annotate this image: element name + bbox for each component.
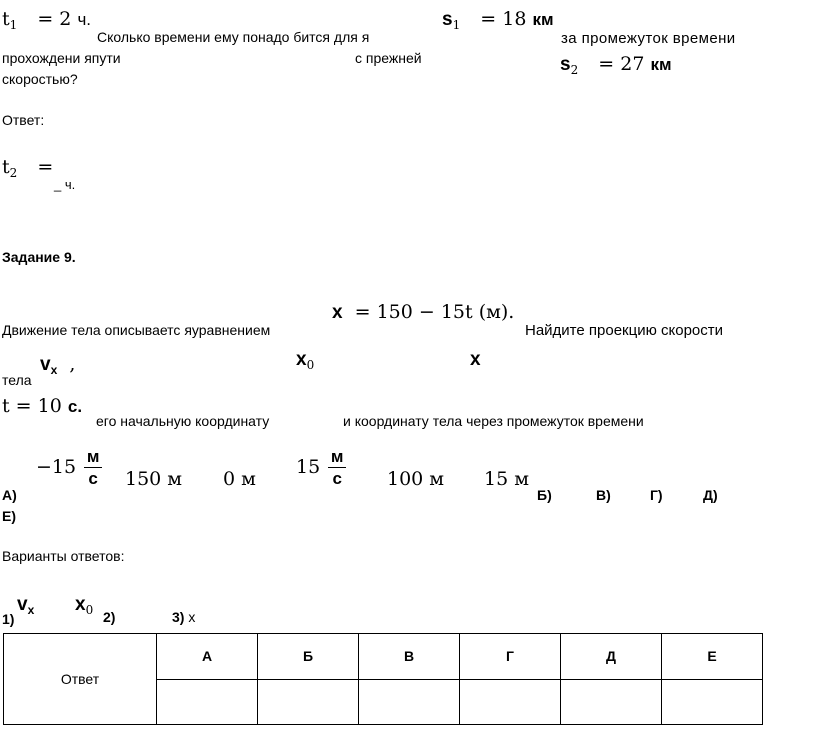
variant-1-x0: $x_0$: [75, 594, 94, 617]
col-header-d: Д: [561, 634, 662, 680]
s1-formula: $s_1 = 18$ км: [442, 8, 554, 32]
variant-1: 1): [2, 611, 15, 627]
answer-cell-e[interactable]: [662, 679, 763, 725]
t1-formula: $t_1 = 2$ ч.: [2, 8, 92, 32]
t2-formula: $t_2$ =: [2, 156, 54, 180]
answer-table: [3, 633, 763, 725]
x0-symbol: $x_0$: [296, 349, 315, 372]
answer-cell-a[interactable]: [157, 679, 258, 725]
task9-heading: Задание 9.: [2, 249, 76, 265]
col-header-a: А: [157, 634, 258, 680]
answer-cell-g[interactable]: [460, 679, 561, 725]
option-3: 0 м: [223, 468, 256, 490]
label-d: Д): [703, 487, 718, 503]
x-symbol: x: [470, 349, 481, 370]
option-1: −15 $\frac{м}{с}$: [36, 448, 102, 487]
variant-2: 2): [103, 609, 116, 625]
label-a: А): [2, 487, 17, 503]
answer-cell-b[interactable]: [258, 679, 359, 725]
answer-row-label: Ответ: [4, 634, 157, 725]
option-4: 15 $\frac{м}{с}$: [296, 448, 346, 487]
interval-text: за промежуток времени: [561, 30, 736, 47]
label-g: Г): [650, 487, 663, 503]
vx-symbol: $v_x$ ,: [40, 353, 76, 377]
find-text: Найдите проекцию скорости: [525, 322, 724, 339]
question-line2: прохождени япути: [2, 50, 121, 66]
answer-label: Ответ:: [2, 112, 45, 128]
col-header-e: Е: [662, 634, 763, 680]
coord-text2: и координату тела через промежуток времени: [343, 413, 644, 429]
question-line1: Сколько времени ему понадо бится для я: [97, 29, 370, 45]
col-header-b: Б: [258, 634, 359, 680]
body-text: тела: [2, 372, 32, 388]
coord-text: его начальную координату: [96, 413, 270, 429]
motion-text: Движение тела описываетс яуравнением: [2, 322, 271, 338]
label-e: Е): [2, 508, 16, 524]
col-header-v: В: [359, 634, 460, 680]
t2-blank: _ ч.: [54, 177, 76, 192]
option-6: 15 м: [484, 468, 529, 490]
variant-3: 3) x: [172, 609, 196, 625]
answer-cell-v[interactable]: [359, 679, 460, 725]
variant-1-vx: $v_x$: [17, 594, 35, 617]
t-value: t = 10 с.: [2, 395, 83, 417]
question-line3: скоростью?: [2, 71, 78, 87]
variants-title: Варианты ответов:: [2, 548, 125, 564]
motion-equation: x = 150 − 15t (м).: [332, 301, 515, 323]
label-b: Б): [537, 487, 552, 503]
option-5: 100 м: [387, 468, 445, 490]
s2-formula: $s_2 = 27$ км: [560, 53, 672, 77]
question-line2b: с прежней: [355, 50, 422, 66]
label-v: В): [596, 487, 611, 503]
option-2: 150 м: [125, 468, 183, 490]
answer-cell-d[interactable]: [561, 679, 662, 725]
col-header-g: Г: [460, 634, 561, 680]
